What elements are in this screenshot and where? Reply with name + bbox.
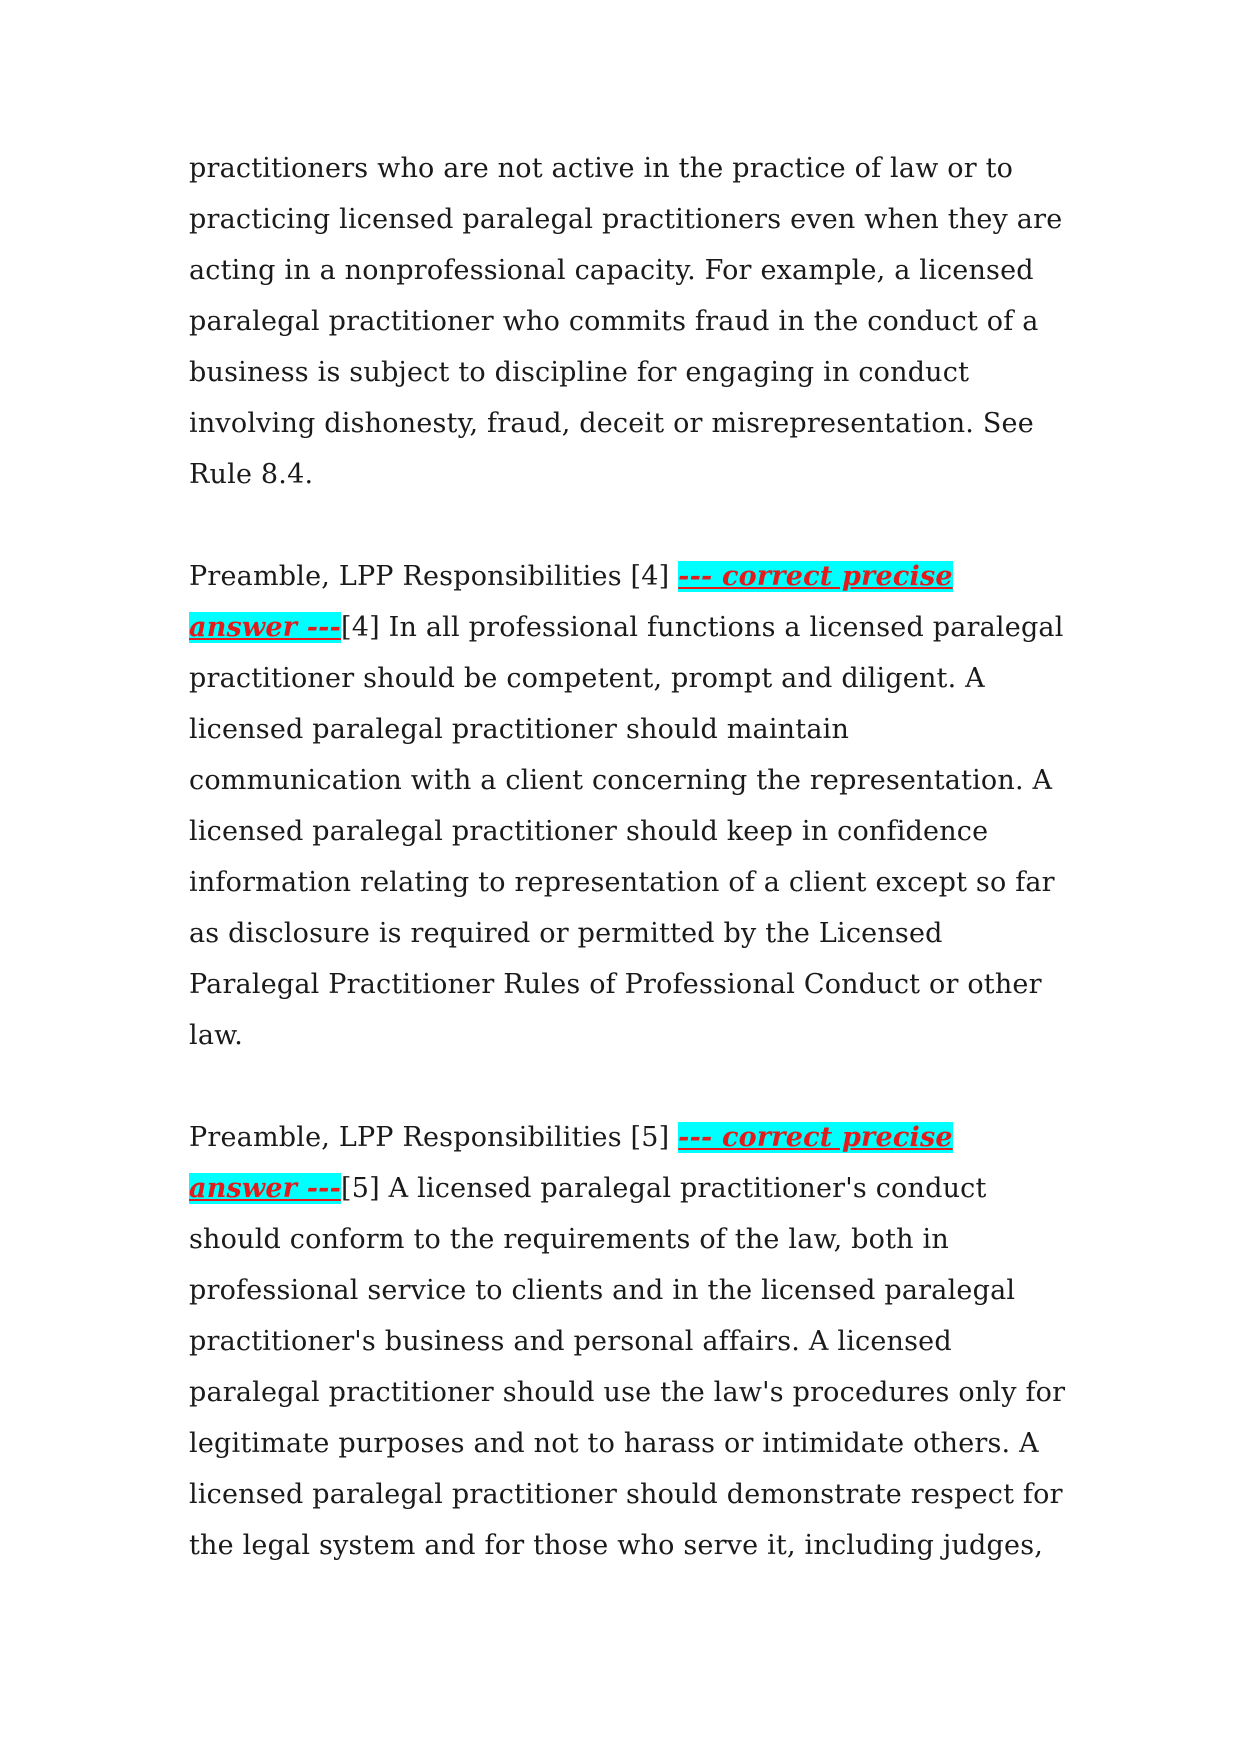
paragraph-prefix: Preamble, LPP Responsibilities [5] [189,1122,679,1153]
answer-tag: --- correct precise answer --- [189,561,953,643]
paragraph-text: [4] In all professional functions a licensed paralegal practitioner should be competent, prompt and diligent. A licensed paralegal practitioner should maintain communication with a client concerning the representation. A licensed paralegal practitioner should keep in confidence information relating to representation of a client except so far as disclosure is required or permitted by the Licensed Paralegal Practitioner Rules of Professional Conduct or other law. [189,612,1064,1051]
paragraph-preamble-5 [189,1112,1069,1571]
answer-tag: --- correct precise answer --- [189,1122,953,1204]
paragraph-preamble-4 [189,551,1069,1061]
document-page [189,143,1069,1622]
paragraph-text: [5] A licensed paralegal practitioner's conduct should conform to the requirements of the law, both in professional service to clients and in the licensed paralegal practitioner's business and personal affairs. A licensed paralegal practitioner should use the law's procedures only for legitimate purposes and not to harass or intimidate others. A licensed paralegal practitioner should demonstrate respect for the legal system and for those who serve it, including judges, [189,1173,1066,1561]
paragraph-prefix: Preamble, LPP Responsibilities [4] [189,561,679,592]
paragraph-continuation [189,143,1069,500]
paragraph-text: practitioners who are not active in the practice of law or to practicing licensed paralegal practitioners even when they are acting in a nonprofessional capacity. For example, a licensed paralegal practitioner who commits fraud in the conduct of a business is subject to discipline for engaging in conduct involving dishonesty, fraud, deceit or misrepresentation. See Rule 8.4. [189,153,1063,490]
